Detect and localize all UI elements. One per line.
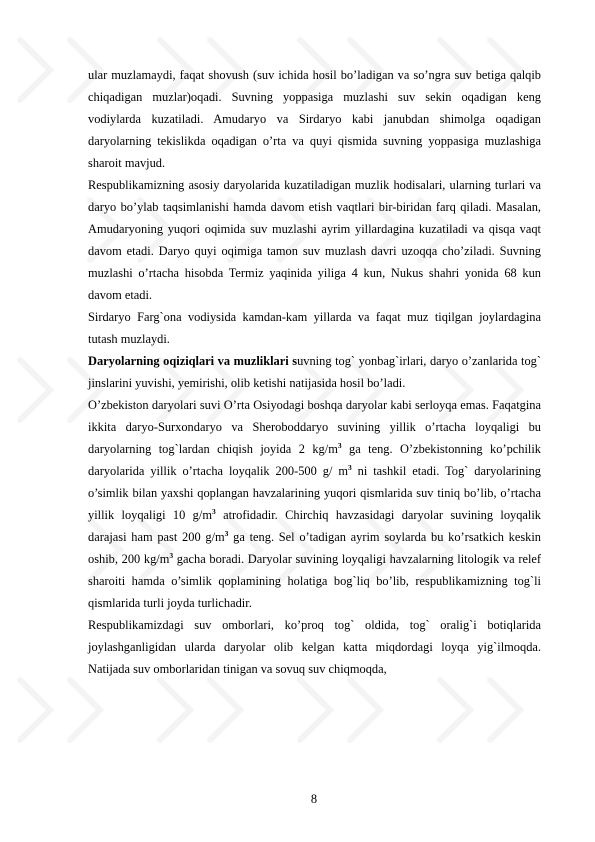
- paragraph-text: ga teng. Sel o’tadigan ayrim soylarda bu ko’rsatkich keskin oshib, 200 kg/m: [88, 530, 542, 566]
- document-body: [88, 64, 541, 680]
- paragraph-text: atrofidadir. Chirchiq havzasidagi daryolar suvining loyqalik darajasi ham past 200 g/m: [88, 508, 542, 544]
- superscript: 3: [347, 462, 352, 472]
- paragraph-turbidity: [88, 394, 541, 614]
- superscript: 3: [337, 440, 342, 450]
- paragraph-sediments-heading: [88, 350, 541, 394]
- superscript: 3: [211, 506, 216, 516]
- paragraph-text: Respublikamizdagi suv omborlari, ko’proq tog` oldida, tog` oralig`i botiqlarida joylashganligidan ularda daryolar olib kelgan katta miqdordagi loyqa yig`ilmoqda. Natijada suv omborlaridan tinigan va sovuq suv chiqmoqda,: [88, 618, 541, 676]
- superscript: 3: [224, 528, 229, 538]
- paragraph-text: ular muzlamaydi, faqat shovush (suv ichida hosil bo’ladigan va so’ngra suv betiga qalqib chiqadigan muzlar)oqadi. Suvning yoppasiga muzlashi suv sekin oqadigan keng vodiylarda kuzatiladi. Amudaryo va Sirdaryo kabi janubdan shimolga oqadigan daryolarning tekislikda oqadigan o’rta va quyi qismida suvning yoppasiga muzlashiga sharoit mavjud.: [88, 68, 541, 170]
- section-heading: Daryolarning oqiziqlari va muzliklari s: [88, 354, 298, 368]
- paragraph-text: uvning tog` yonbag`irlari, daryo o’zanlarida tog` jinslarini yuvishi, yemirishi, olib ketishi natijasida hosil bo’ladi.: [88, 354, 541, 390]
- paragraph-freezing-phenomena: [88, 174, 541, 306]
- paragraph-ice-regime: [88, 64, 541, 174]
- paragraph-text: O’zbekiston daryolari suvi O’rta Osiyodagi boshqa daryolar kabi serloyqa emas. Faqatgina ikkita daryo-Surxondaryo va Sheroboddaryo suvining yillik o’rtacha loyqaligi bu daryolarning tog`lardan chiqish joyida 2 kg/m: [88, 398, 541, 456]
- paragraph-text: Respublikamizning asosiy daryolarida kuzatiladigan muzlik hodisalari, ularning turlari va daryo bo’ylab taqsimlanishi hamda davom etish vaqtlari bir-biridan farq qiladi. Masalan, Amudaryoning yuqori oqimida suv muzlashi ayrim yillardagina kuzatiladi va qisqa vaqt davom etadi. Daryo quyi oqimiga tamon suv muzlash davri uzoqqa cho’ziladi. Suvning muzlashi o’rtacha hisobda Termiz yaqinida yiliga 4 kun, Nukus shahri yonida 68 kun davom etadi.: [88, 178, 541, 302]
- paragraph-text: ni tashkil etadi. Tog` daryolarining o’simlik bilan yaxshi qoplangan havzalarining yuqori qismlarida suv tiniq bo’lib, o’rtacha yillik loyqaligi 10 g/m: [88, 464, 541, 522]
- paragraph-reservoirs: [88, 614, 541, 680]
- paragraph-text: ga teng. O’zbekistonning ko’pchilik daryolarida yillik o’rtacha loyqalik 200-500 g/ m: [88, 442, 541, 478]
- paragraph-text: gacha boradi. Daryolar suvining loyqaligi havzalarning litologik va relef sharoiti hamda o’simlik qoplamining holatiga bog`liq bo’lib, respublikamizning tog`li qismlarida turli joyda turlichadir.: [88, 552, 542, 610]
- page-number: 8: [310, 792, 318, 806]
- paragraph-sirdaryo: [88, 306, 541, 350]
- superscript: 3: [169, 550, 174, 560]
- paragraph-text: Sirdaryo Farg`ona vodiysida kamdan-kam yillarda va faqat muz tiqilgan joylardagina tutash muzlaydi.: [88, 310, 541, 346]
